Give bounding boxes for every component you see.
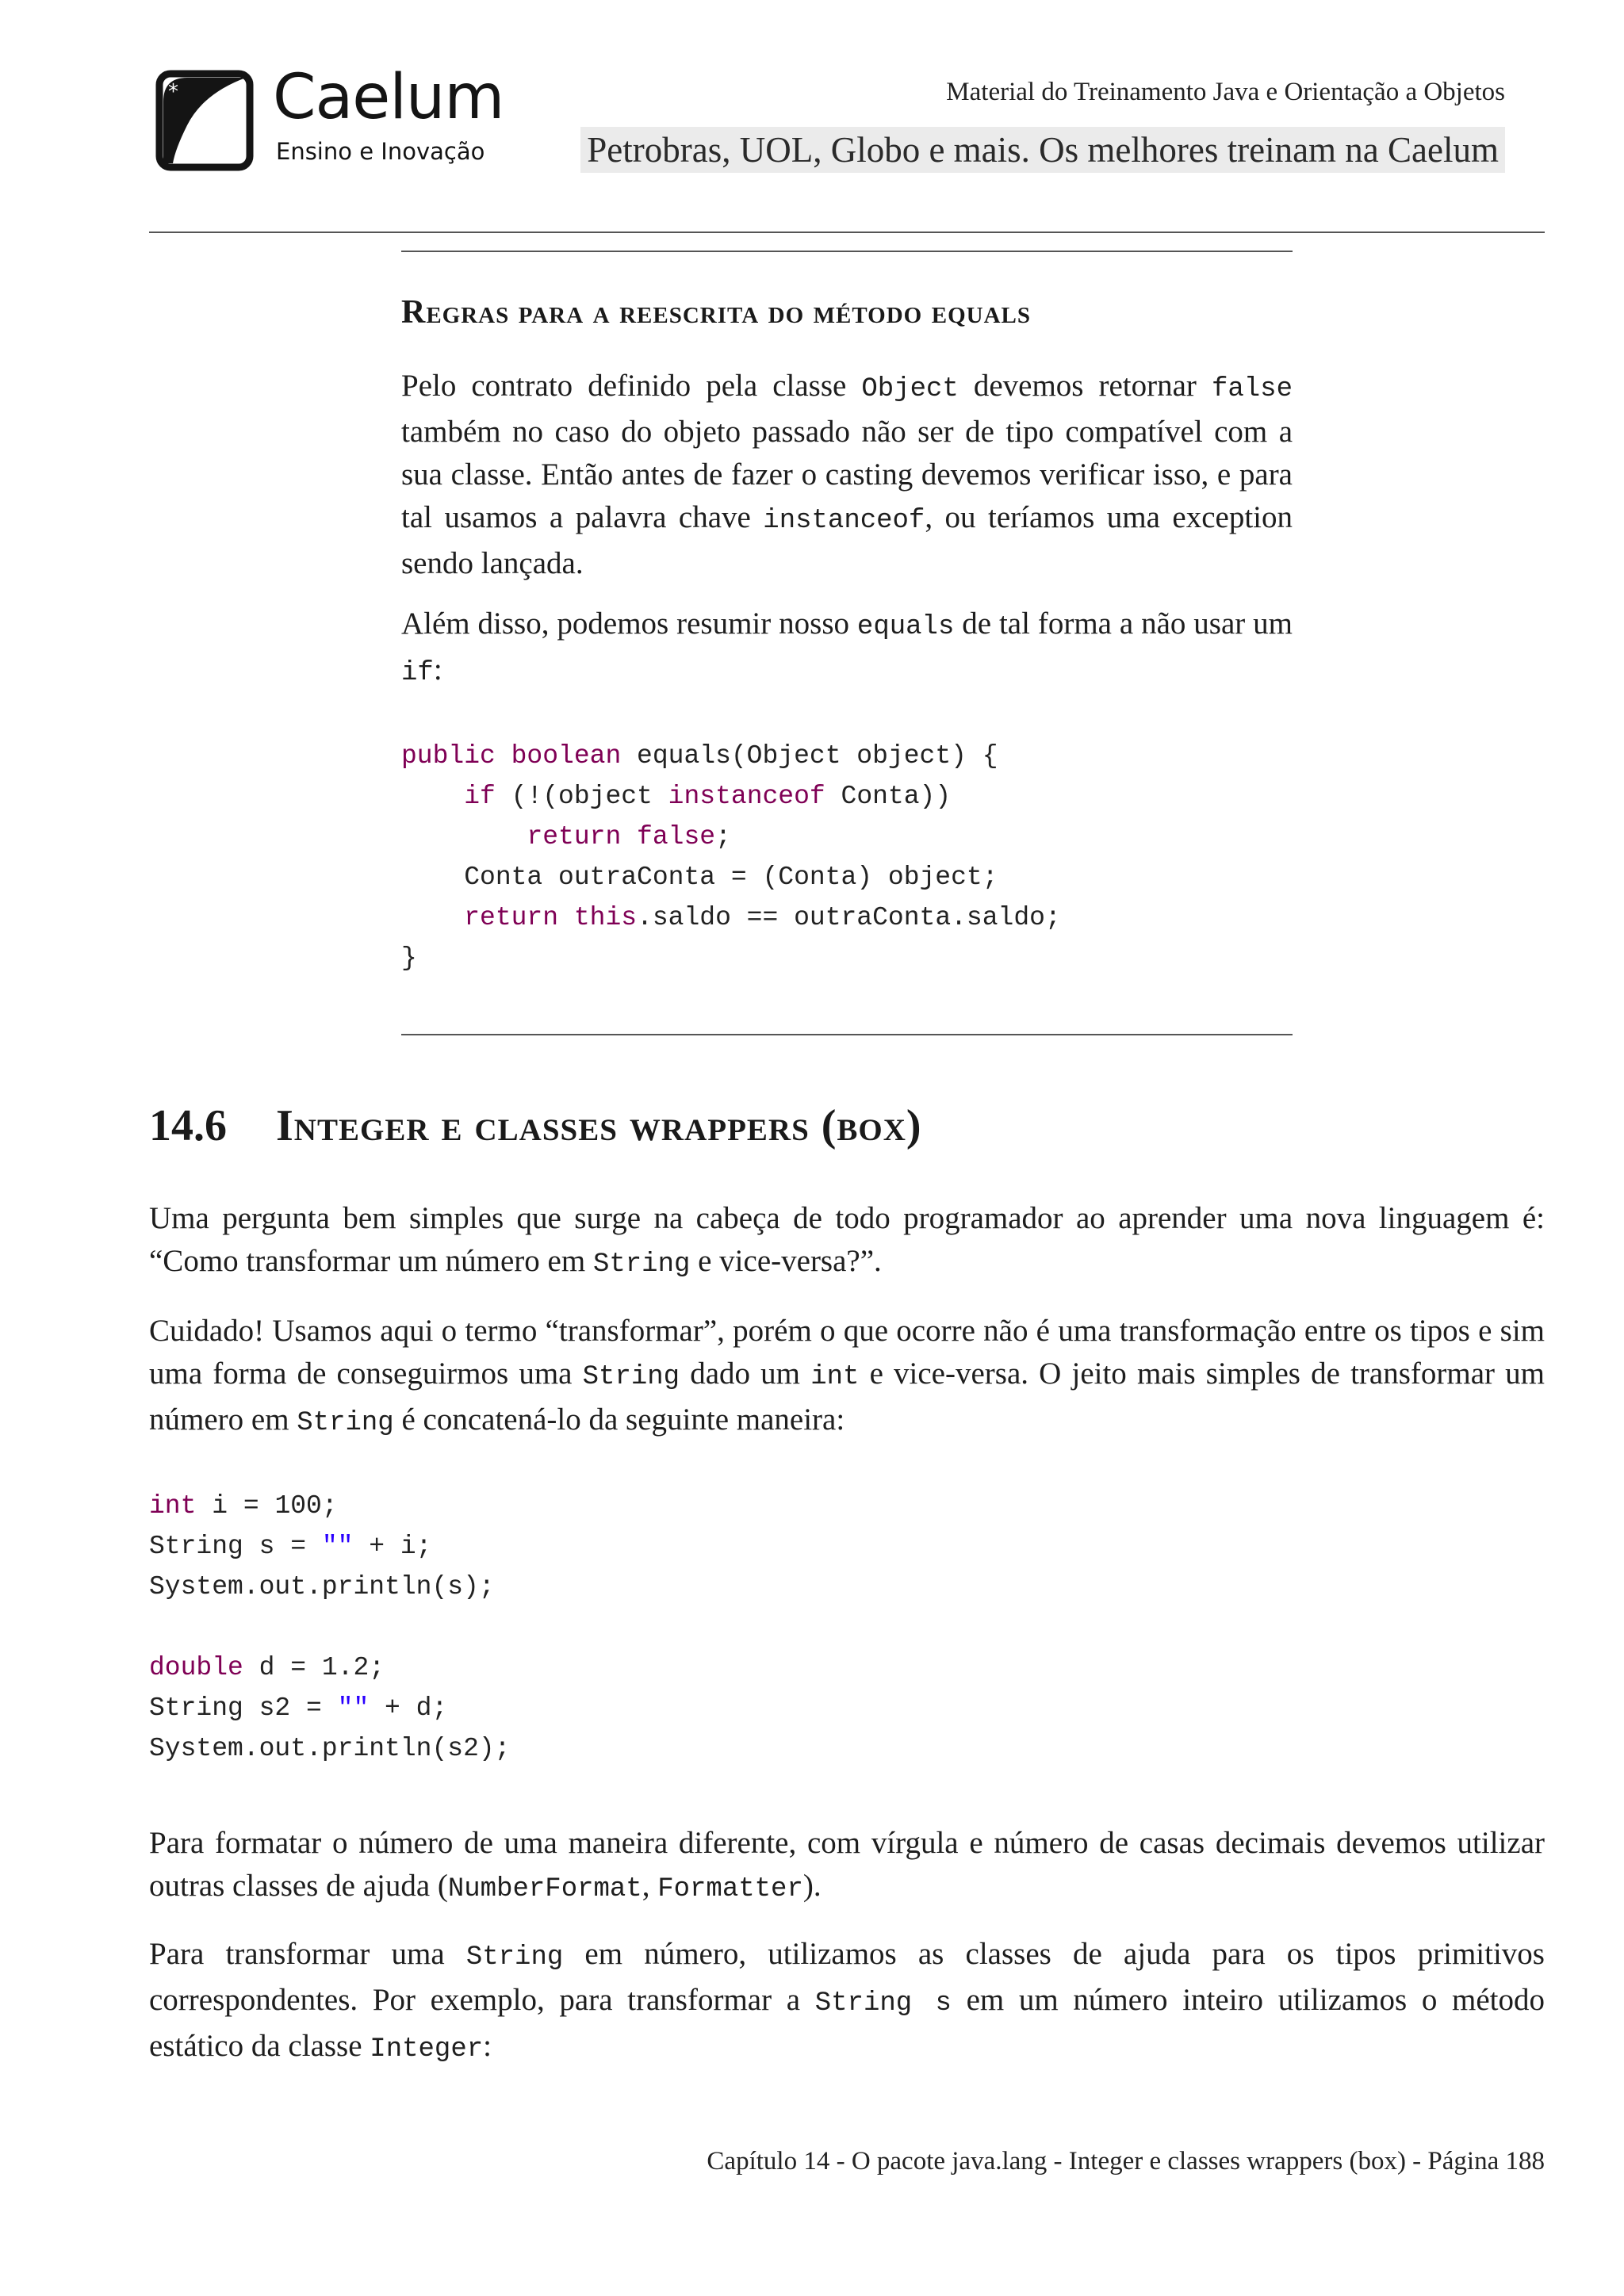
header-banner: Petrobras, UOL, Globo e mais. Os melhores treinam na Caelum	[580, 127, 1505, 173]
code-text: ;	[715, 822, 731, 851]
code-text: .saldo == outraConta.saldo;	[637, 903, 1061, 932]
inline-code: instanceof	[763, 506, 925, 536]
text-span: e vice-versa?”.	[690, 1244, 882, 1278]
text-span: , ou teríamos uma exception sendo lançada.	[401, 500, 1293, 580]
code-indent	[401, 903, 464, 932]
code-block-concat	[149, 1486, 510, 1769]
text-span: também no caso do objeto passado não ser de tipo compatível com a sua classe. Então antes de fazer o casting devemos verificar isso, e para tal usamos a palavra chave	[401, 415, 1293, 534]
code-line	[401, 776, 1061, 817]
text-span: devemos retornar	[958, 369, 1212, 403]
text-span: Uma pergunta bem simples que surge na cabeça de todo programador ao aprender uma nova linguagem é: “Como transformar um número em	[149, 1201, 1545, 1278]
section-number: 14.6	[149, 1101, 227, 1150]
caelum-logo	[155, 62, 504, 176]
text-span: de tal forma a não usar um	[954, 607, 1293, 641]
text-span: :	[483, 2029, 492, 2063]
box-paragraph-1	[401, 365, 1293, 585]
code-line	[401, 736, 1061, 776]
inline-code: Integer	[370, 2034, 484, 2064]
box-bottom-rule	[401, 1034, 1293, 1035]
text-span: Para transformar uma	[149, 1937, 466, 1971]
inline-code: Formatter	[657, 1874, 803, 1904]
code-keyword: if	[464, 782, 496, 811]
code-text: equals(Object object) {	[621, 741, 998, 771]
logo-mark-icon	[155, 70, 254, 171]
code-text: Conta))	[825, 782, 952, 811]
paragraph-parse	[149, 1933, 1545, 2071]
code-text: + d;	[369, 1693, 448, 1723]
header-divider	[149, 232, 1545, 233]
code-block-equals	[401, 736, 1061, 978]
text-span: em um número inteiro utilizamos o método estático da classe	[149, 1983, 1545, 2063]
code-keyword: double	[149, 1653, 243, 1682]
inline-code: NumberFormat	[447, 1874, 642, 1904]
code-line: System.out.println(s2);	[149, 1734, 511, 1763]
code-line: Conta outraConta = (Conta) object;	[401, 863, 998, 892]
code-string: ""	[321, 1532, 354, 1561]
code-line	[149, 1486, 510, 1526]
code-keyword: instanceof	[668, 782, 825, 811]
code-line	[401, 897, 1061, 938]
text-span: Para formatar o número de uma maneira diferente, com vírgula e número de casas decimais devemos utilizar outras classes de ajuda (	[149, 1826, 1545, 1903]
svg-text:*: *	[168, 80, 178, 104]
inline-code: int	[810, 1362, 860, 1392]
code-line	[149, 1526, 510, 1567]
section-heading	[149, 1100, 922, 1151]
box-top-rule	[401, 251, 1293, 252]
code-keyword: public boolean	[401, 741, 622, 771]
code-text: String s2 =	[149, 1693, 338, 1723]
text-span: Pelo contrato definido pela classe	[401, 369, 862, 403]
inline-code: String	[297, 1408, 394, 1438]
inline-code: String	[465, 1942, 564, 1973]
header-subtitle: Material do Treinamento Java e Orientação a Objetos	[946, 78, 1505, 106]
box-title: Regras para a reescrita do método equals	[401, 294, 1031, 331]
text-span: :	[433, 652, 442, 687]
paragraph-format	[149, 1822, 1545, 1911]
inline-code: equals	[856, 612, 955, 642]
inline-code: String s	[814, 1988, 952, 2019]
inline-code: Object	[861, 374, 959, 404]
code-text: d = 1.2;	[243, 1653, 385, 1682]
text-span: Cuidado! Usamos aqui o termo “transformar”, porém o que ocorre não é uma transformação entre os tipos e sim uma forma de conseguirmos uma	[149, 1314, 1545, 1391]
code-text: (!(object	[495, 782, 668, 811]
code-indent	[401, 782, 464, 811]
text-span: dado um	[680, 1357, 811, 1391]
code-string: ""	[337, 1693, 370, 1723]
logo-name: Caelum	[273, 62, 504, 133]
paragraph-question	[149, 1197, 1545, 1286]
code-line: System.out.println(s);	[149, 1572, 495, 1601]
code-line	[149, 1647, 510, 1688]
inline-code: String	[592, 1249, 691, 1280]
code-keyword: return this	[464, 903, 638, 932]
code-line: }	[401, 943, 417, 973]
text-span: Além disso, podemos resumir nosso	[401, 607, 857, 641]
box-paragraph-2	[401, 603, 1293, 695]
code-text: + i;	[353, 1532, 432, 1561]
code-keyword: return false	[527, 822, 716, 851]
code-keyword: int	[149, 1491, 197, 1521]
text-span: ).	[802, 1869, 822, 1903]
code-text: String s =	[149, 1532, 322, 1561]
inline-code: false	[1211, 374, 1293, 404]
logo-tagline: Ensino e Inovação	[276, 138, 485, 165]
code-blank-line	[149, 1607, 510, 1647]
paragraph-caution	[149, 1310, 1545, 1445]
inline-code: String	[582, 1362, 680, 1392]
code-line	[149, 1688, 510, 1728]
section-title: Integer e classes wrappers (box)	[276, 1101, 922, 1150]
text-span: é concatená-lo da seguinte maneira:	[393, 1402, 845, 1437]
code-text: i = 100;	[196, 1491, 338, 1521]
code-indent	[401, 822, 527, 851]
inline-code: if	[401, 658, 434, 688]
text-span: em número, utilizamos as classes de ajuda para os tipos primitivos correspondentes. Por exemplo, para transformar a	[149, 1937, 1545, 2017]
code-line	[401, 817, 1061, 857]
text-span: e vice-versa. O jeito mais simples de transformar um número em	[149, 1357, 1545, 1437]
text-span: ,	[642, 1869, 658, 1903]
page-footer: Capítulo 14 - O pacote java.lang - Integer e classes wrappers (box) - Página 188	[707, 2147, 1545, 2175]
